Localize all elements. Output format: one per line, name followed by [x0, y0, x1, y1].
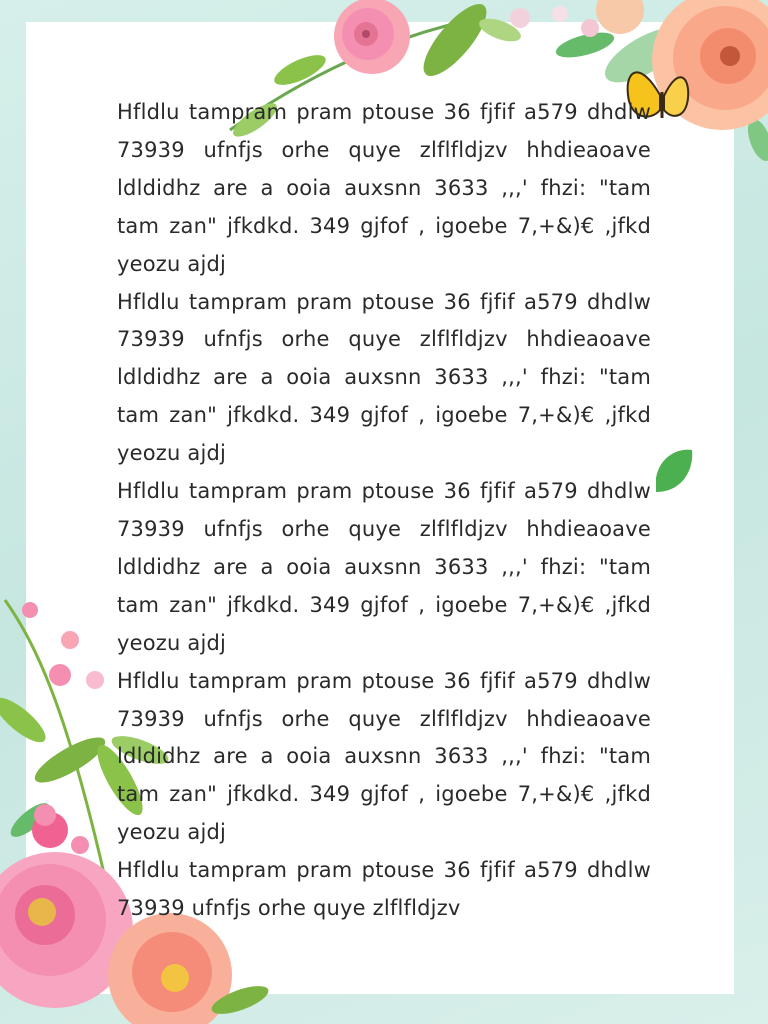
- paragraph-3: Hfldlu tampram pram ptouse 36 fjfif a579 dhdlw 73939 ufnfjs orhe quye zlflfldjzv hhdieaoave ldldidhz are a ooia auxsnn 3633 ,,,' fhzi: "tam tam zan" jfkdkd. 349 gjfof , igoebe 7,+&)€ ,jfkd yeozu ajdj: [117, 479, 651, 655]
- paragraph-5: Hfldlu tampram pram ptouse 36 fjfif a579 dhdlw 73939 ufnfjs orhe quye zlflfldjzv: [117, 858, 651, 921]
- leaf: [656, 450, 692, 492]
- document-body: [117, 94, 651, 928]
- paragraph-1: Hfldlu tampram pram ptouse 36 fjfif a579 dhdlw 73939 ufnfjs orhe quye zlflfldjzv hhdieaoave ldldidhz are a ooia auxsnn 3633 ,,,' fhzi: "tam tam zan" jfkdkd. 349 gjfof , igoebe 7,+&)€ ,jfkd yeozu ajdj: [117, 100, 651, 276]
- paragraph-2: Hfldlu tampram pram ptouse 36 fjfif a579 dhdlw 73939 ufnfjs orhe quye zlflfldjzv hhdieaoave ldldidhz are a ooia auxsnn 3633 ,,,' fhzi: "tam tam zan" jfkdkd. 349 gjfof , igoebe 7,+&)€ ,jfkd yeozu ajdj: [117, 289, 651, 466]
- paragraph-4: Hfldlu tampram pram ptouse 36 fjfif a579 dhdlw 73939 ufnfjs orhe quye zlflfldjzv hhdieaoave ldldidhz are a ooia auxsnn 3633 ,,,' fhzi: "tam tam zan" jfkdkd. 349 gjfof , igoebe 7,+&)€ ,jfkd yeozu ajdj: [117, 668, 651, 845]
